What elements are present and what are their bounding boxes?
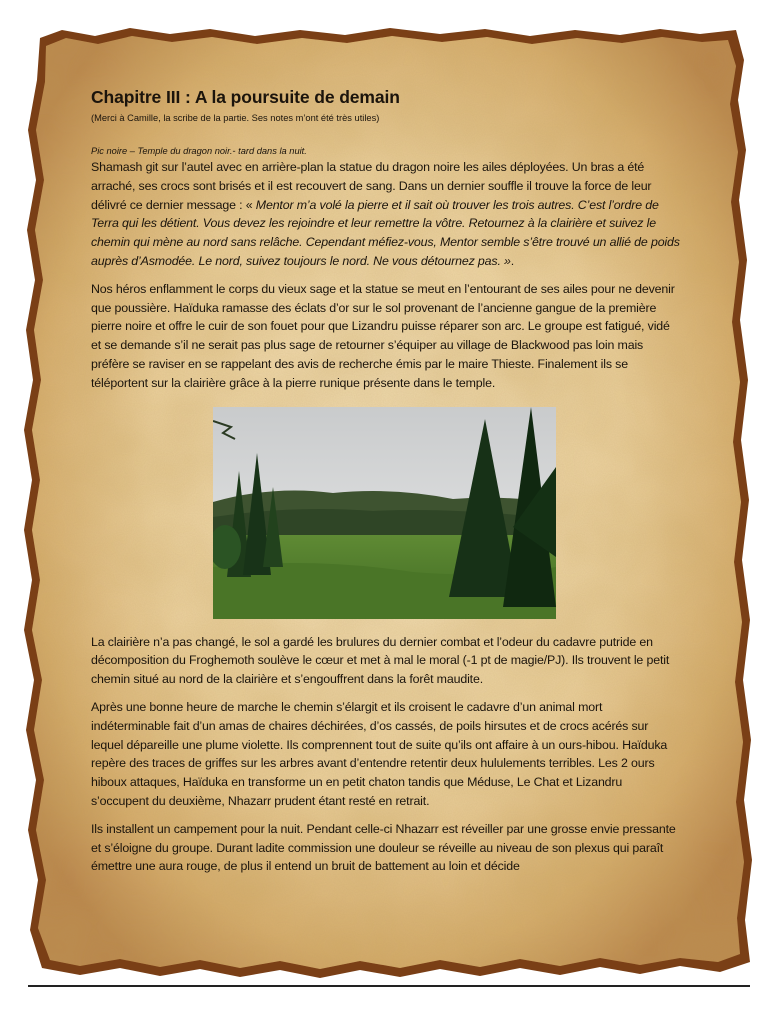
credit-note: (Merci à Camille, la scribe de la partie. Ses notes m’ont été très utiles): [91, 113, 380, 123]
paragraph-3: La clairière n’a pas changé, le sol a gardé les brulures du dernier combat et l’odeur du cadavre putride en décomposition du Froghemoth soulève le cœur et met à mal le moral (-1 pt de magie/PJ). Ils trouvent le petit chemin situé au nord de la clairière et s’engouffrent dans la forêt maudite.: [91, 634, 670, 687]
paragraph-2: Nos héros enflamment le corps du vieux sage et la statue se meut en l’entourant de ses ailes pour ne devenir que poussière. Haïduka ramasse des éclats d’or sur le sol provenant de l’ancienne gangue de la première pierre noire et offre le cuir de son fouet pour que Lizandru puisse réparer son arc. Le groupe est fatigué, vidé et se demande s’il ne serait pas plus sage de retourner s’équiper au village de Blackwood pas loin mais préfère se raviser en se rappelant des avis de recherche émis par le maire Thieste. Finalement ils se téléportent sur la clairière grâce à la pierre runique présente dans le temple.: [91, 281, 675, 390]
paragraph-1-quote: Mentor m’a volé la pierre et il sait où trouver les trois autres. C’est l’ordre de Terra qui les détient. Vous devez les rejoindre et leur remettre la vôtre. Retournez à la clairière et suivez le chemin qui mène au nord sans relâche. Cependant méfiez-vous, Mentor semble s’être trouvé un allié de poids auprès d’Asmodée. Le nord, suivez toujours le nord. Ne vous détournez pas. »: [91, 197, 680, 268]
document-body: [91, 86, 683, 885]
chapter-title: Chapitre III : A la poursuite de demain: [91, 87, 400, 107]
bottom-rule: [28, 985, 750, 987]
paragraph-1-end: .: [510, 253, 515, 268]
location-note: Pic noire – Temple du dragon noir.- tard dans la nuit.: [91, 146, 307, 156]
paragraph-1-text: Shamash git sur l’autel avec en arrière-plan la statue du dragon noire les ailes déployées. Un bras a été arraché, ses crocs sont brisés et il est recouvert de sang. Dans un dernier souffle il trouve la force de leur délivré ce dernier message : «: [91, 160, 652, 212]
forest-clearing-photo: [213, 407, 556, 619]
paragraph-5: Ils installent un campement pour la nuit. Pendant celle-ci Nhazarr est réveiller par une grosse envie pressante et s’éloigne du groupe. Durant ladite commission une douleur se réveille au niveau de son plexus qui paraît émettre une aura rouge, de plus il entend un bruit de battement au loin et décide: [91, 821, 676, 874]
paragraph-1: [91, 158, 683, 271]
paragraph-4: Après une bonne heure de marche le chemin s’élargit et ils croisent le cadavre d’un animal mort indéterminable fait d’un amas de chaires déchirées, d’os cassés, de poils hirsutes et de crocs acérés sur lequel dépareille une plume violette. Ils comprennent tout de suite qu’ils ont affaire à un ours-hibou. Haïduka repère des traces de griffes sur les arbres avant d’entendre retentir deux hululements terribles. Les 2 ours hiboux attaques, Haïduka en transforme un en petit chaton tandis que Méduse, Le Chat et Lizandru s’occupent du deuxième, Nhazarr prudent étant resté en retrait.: [91, 699, 668, 808]
